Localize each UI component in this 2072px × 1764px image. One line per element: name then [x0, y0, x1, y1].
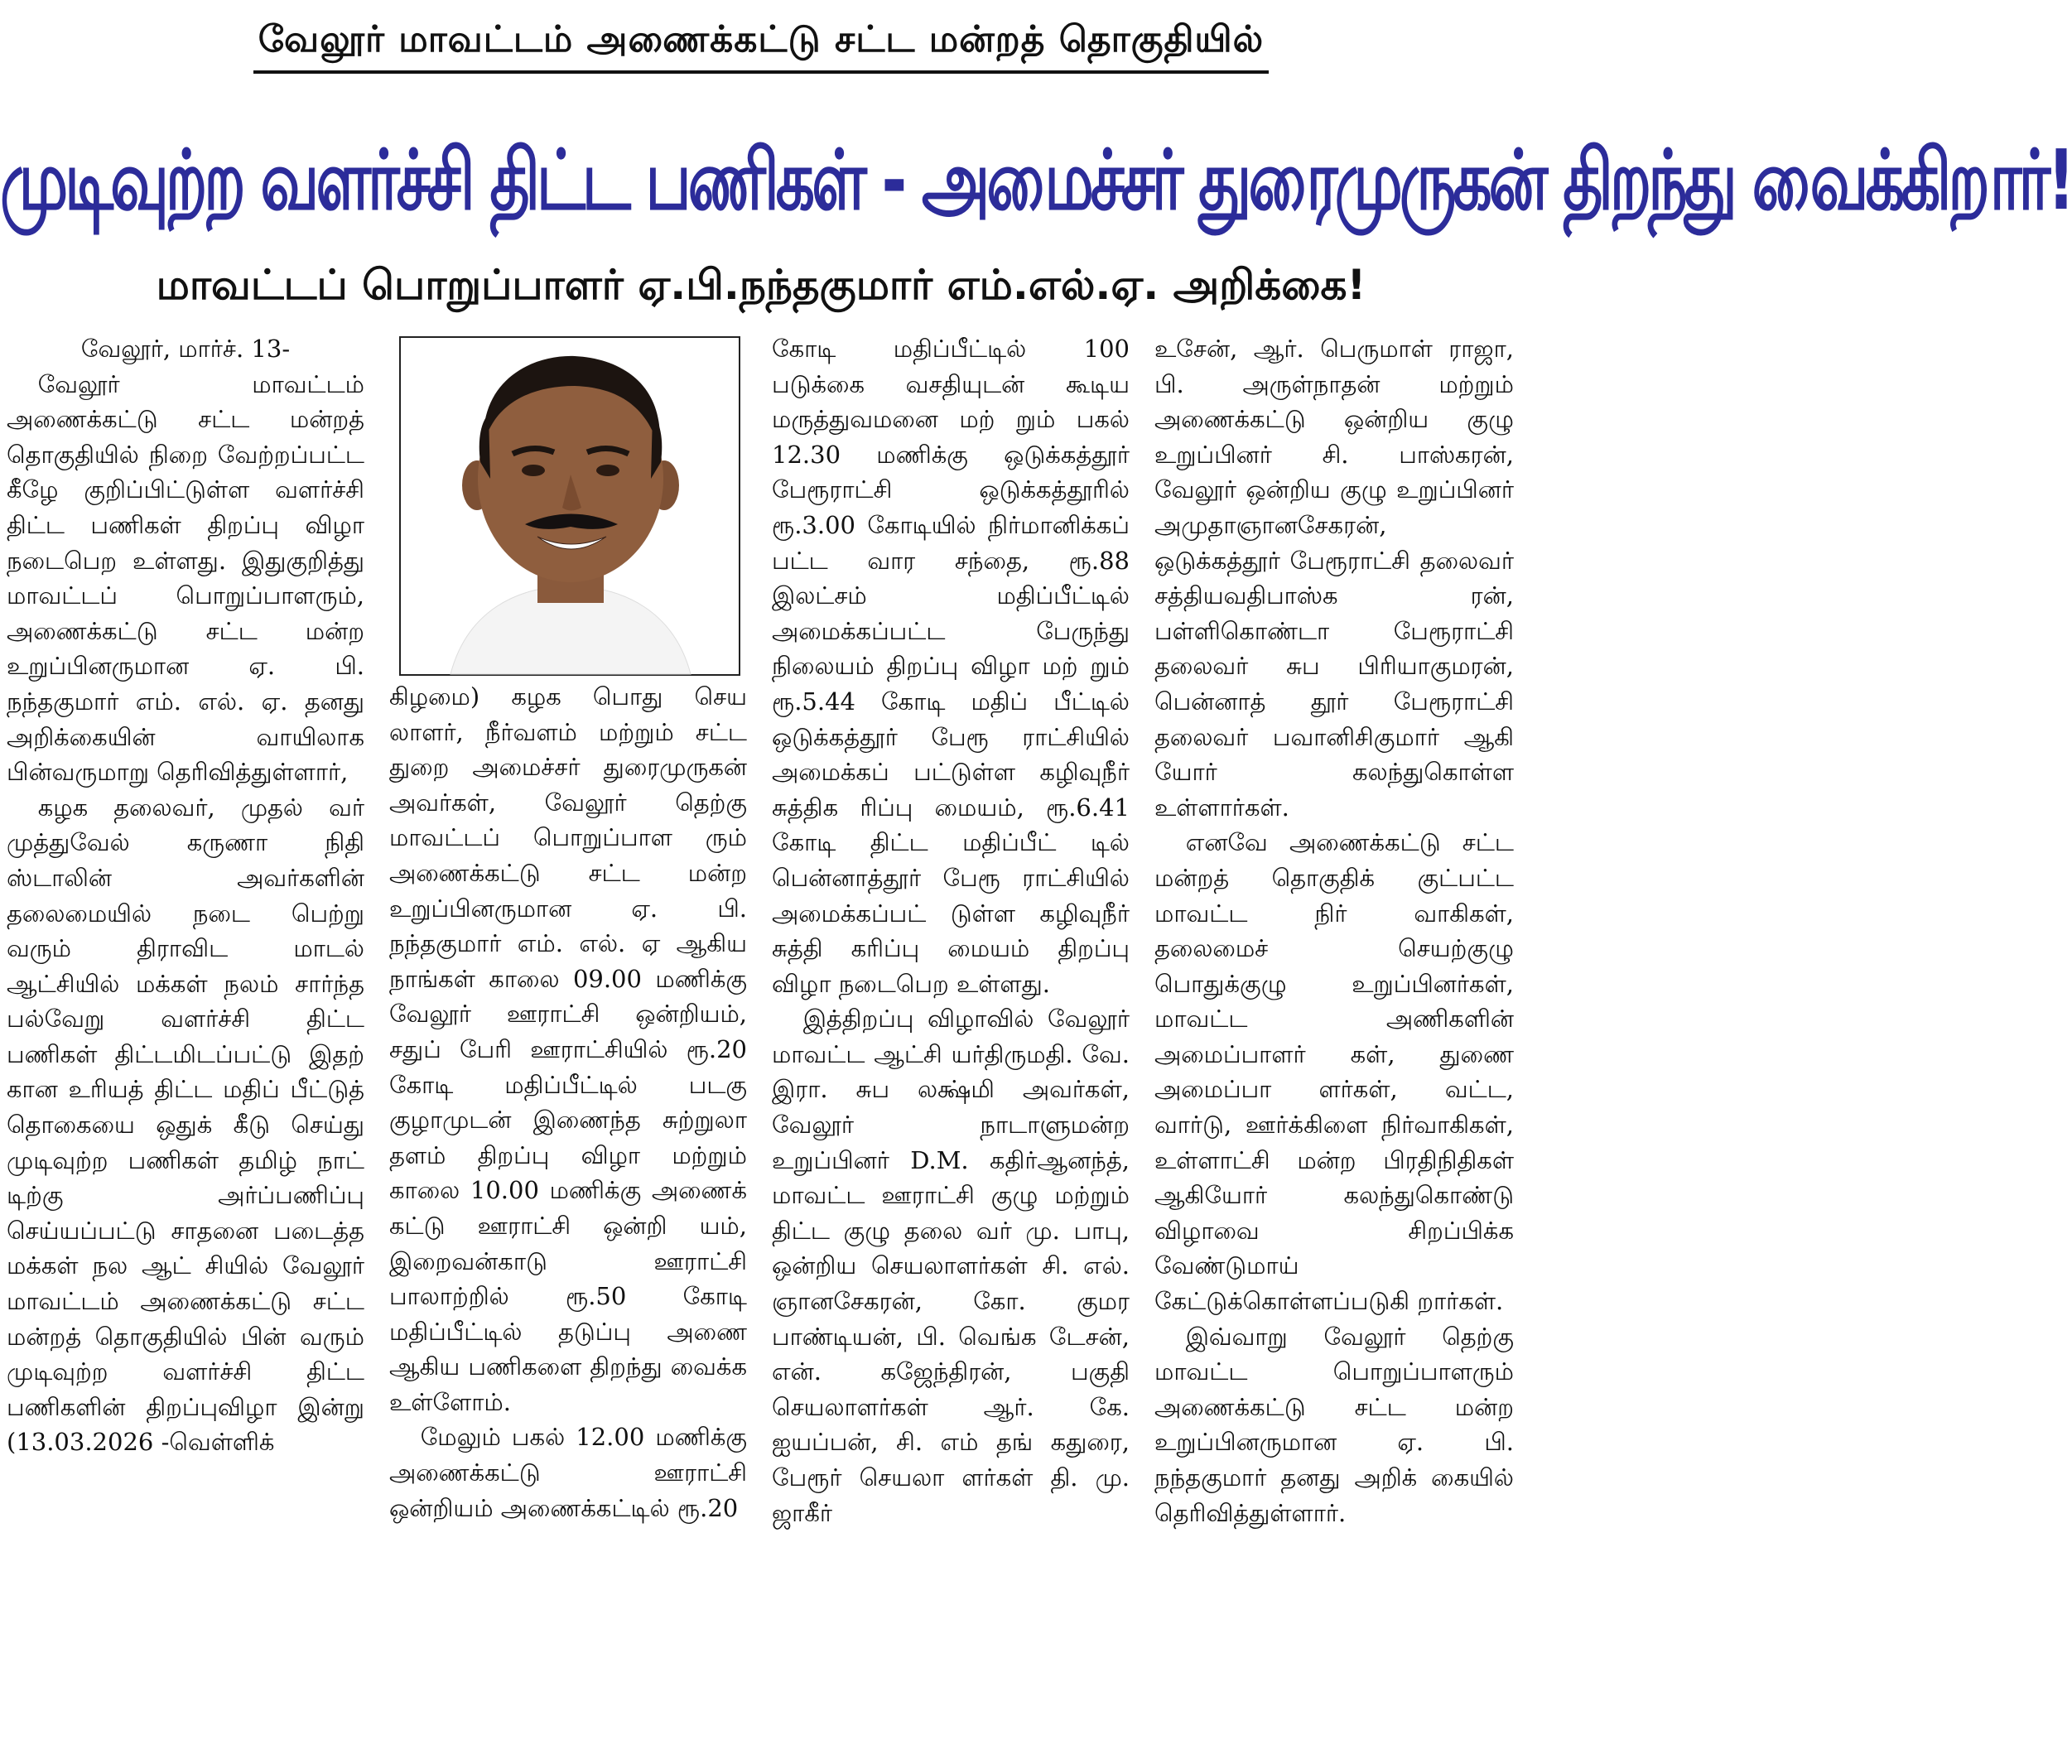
article-column-4 [1154, 331, 1514, 1752]
article-column-3 [772, 331, 1130, 1752]
portrait-photo-icon [401, 338, 739, 674]
paragraph: உசேன், ஆர். பெருமாள் ராஜா, பி. அருள்நாதன் மற்றும் அணைக்கட்டு ஒன்றிய குழு உறுப்பினர் சி. பாஸ்கரன், வேலூர் ஒன்றிய குழு உறுப்பினர் அமுதாஞானசேகரன், ஒடுக்கத்தூர் பேரூராட்சி தலைவர் சத்தியவதிபாஸ்க ரன், பள்ளிகொண்டா பேரூராட்சி தலைவர் சுப பிரியாகுமரன், பென்னாத் தூர் பேரூராட்சி தலைவர் பவானிசிகுமார் ஆகி யோர் கலந்துகொள்ள உள்ளார்கள். [1154, 335, 1514, 822]
paragraph: மேலும் பகல் 12.00 மணிக்கு அணைக்கட்டு ஊராட்சி ஒன்றியம் அணைக்கட்டில் ரூ.20 [389, 1423, 747, 1522]
dateline: வேலூர், மார்ச். 13- [80, 335, 291, 363]
kicker-text: வேலூர் மாவட்டம் அணைக்கட்டு சட்ட மன்றத் தொகுதியில் [253, 18, 1269, 74]
paragraph: வேலூர் மாவட்டம் அணைக்கட்டு சட்ட மன்றத் தொகுதியில் நிறை வேற்றப்பட்ட கீழே குறிப்பிட்டுள்ள வளர்ச்சி திட்ட பணிகள் திறப்பு விழா நடைபெற உள்ளது. இதுகுறித்து மாவட்டப் பொறுப்பாளரும், அணைக்கட்டு சட்ட மன்ற உறுப்பினருமான ஏ. பி. நந்தகுமார் எம். எல். ஏ. தனது அறிக்கையின் வாயிலாக பின்வருமாறு தெரிவித்துள்ளார், [7, 369, 364, 787]
paragraph: கிழமை) கழக பொது செய லாளர், நீர்வளம் மற்றும் சட்ட துறை அமைச்சர் துரைமுருகன் அவர்கள், வேலூர் தெற்கு மாவட்டப் பொறுப்பாள ரும் அணைக்கட்டு சட்ட மன்ற உறுப்பினருமான ஏ. பி. நந்தகுமார் எம். எல். ஏ ஆகிய நாங்கள் காலை 09.00 மணிக்கு வேலூர் ஊராட்சி ஒன்றியம், சதுப் பேரி ஊராட்சியில் ரூ.20 கோடி மதிப்பீட்டில் படகு குழாமுடன் இணைந்த சுற்றுலா தளம் திறப்பு விழா மற்றும் காலை 10.00 மணிக்கு அணைக் கட்டு ஊராட்சி ஒன்றி யம், இறைவன்காடு ஊராட்சி பாலாற்றில் ரூ.50 கோடி மதிப்பீட்டில் தடுப்பு அணை ஆகிய பணிகளை திறந்து வைக்க உள்ளோம். [389, 682, 747, 1416]
article-column-1 [7, 331, 364, 1752]
paragraph: கோடி மதிப்பீட்டில் 100 படுக்கை வசதியுடன் கூடிய மருத்துவமனை மற் றும் பகல் 12.30 மணிக்கு ஒடுக்கத்தூர் பேரூராட்சி ஒடுக்கத்தூரில் ரூ.3.00 கோடியில் நிர்மானிக்கப் பட்ட வார சந்தை, ரூ.88 இலட்சம் மதிப்பீட்டில் அமைக்கப்பட்ட பேருந்து நிலையம் திறப்பு விழா மற் றும் ரூ.5.44 கோடி மதிப் பீட்டில் ஒடுக்கத்தூர் பேரூ ராட்சியில் அமைக்கப் பட்டுள்ள கழிவுநீர் சுத்திக ரிப்பு மையம், ரூ.6.41 கோடி திட்ட மதிப்பீட் டில் பென்னாத்தூர் பேரூ ராட்சியில் அமைக்கப்பட் டுள்ள கழிவுநீர் சுத்தி கரிப்பு மையம் திறப்பு விழா நடைபெற உள்ளது. [772, 335, 1130, 998]
kicker-heading [0, 18, 1522, 74]
paragraph: கழக தலைவர், முதல் வர் முத்துவேல் கருணா நிதி ஸ்டாலின் அவர்களின் தலைமையில் நடை பெற்று வரும் திராவிட மாடல் ஆட்சியில் மக்கள் நலம் சார்ந்த பல்வேறு வளர்ச்சி திட்ட பணிகள் திட்டமிடப்பட்டு இதற் கான உரியத் திட்ட மதிப் பீட்டுத் தொகையை ஒதுக் கீடு செய்து முடிவுற்ற பணிகள் தமிழ் நாட் டிற்கு அர்ப்பணிப்பு செய்யப்பட்டு சாதனை படைத்த மக்கள் நல ஆட் சியில் வேலூர் மாவட்டம் அணைக்கட்டு சட்ட மன்றத் தொகுதியில் பின் வரும் முடிவுற்ற வளர்ச்சி திட்ட பணிகளின் திறப்புவிழா இன்று (13.03.2026 -வெள்ளிக் [7, 793, 364, 1457]
paragraph: இவ்வாறு வேலூர் தெற்கு மாவட்ட பொறுப்பாளரும் அணைக்கட்டு சட்ட மன்ற உறுப்பினருமான ஏ. பி. நந்தகுமார் தனது அறிக் கையில் தெரிவித்துள்ளார். [1154, 1322, 1514, 1527]
main-headline: முடிவுற்ற வளர்ச்சி திட்ட பணிகள் - அமைச்சர் துரைமுருகன் திறந்து வைக்கிறார்! [0, 132, 2072, 229]
paragraph: எனவே அணைக்கட்டு சட்ட மன்றத் தொகுதிக் குட்பட்ட மாவட்ட நிர் வாகிகள், தலைமைச் செயற்குழு பொதுக்குழு உறுப்பினர்கள், மாவட்ட அணிகளின் அமைப்பாளர் கள், துணை அமைப்பா ளர்கள், வட்ட, வார்டு, ஊர்க்கிளை நிர்வாகிகள், உள்ளாட்சி மன்ற பிரதிநிதிகள் ஆகியோர் கலந்துகொண்டு விழாவை சிறப்பிக்க வேண்டுமாய் கேட்டுக்கொள்ளப்படுகி றார்கள். [1154, 828, 1514, 1316]
sub-headline: மாவட்டப் பொறுப்பாளர் ஏ.பி.நந்தகுமார் எம்.எல்.ஏ. அறிக்கை! [156, 261, 1366, 309]
portrait-photo [399, 336, 740, 676]
article-column-2 [389, 679, 747, 1752]
paragraph: இத்திறப்பு விழாவில் வேலூர் மாவட்ட ஆட்சி யர்திருமதி. வே. இரா. சுப லக்ஷ்மி அவர்கள், வேலூர் நாடாளுமன்ற உறுப்பினர் D.M. கதிர்ஆனந்த், மாவட்ட ஊராட்சி குழு மற்றும் திட்ட குழு தலை வர் மு. பாபு, ஒன்றிய செயலாளர்கள் சி. எல். ஞானசேகரன், கோ. குமர பாண்டியன், பி. வெங்க டேசன், என். கஜேந்திரன், பகுதி செயலாளர்கள் ஆர். கே. ஐயப்பன், சி. எம் தங் கதுரை, பேரூர் செயலா ளர்கள் தி. மு. ஜாகீர் [772, 1005, 1130, 1527]
